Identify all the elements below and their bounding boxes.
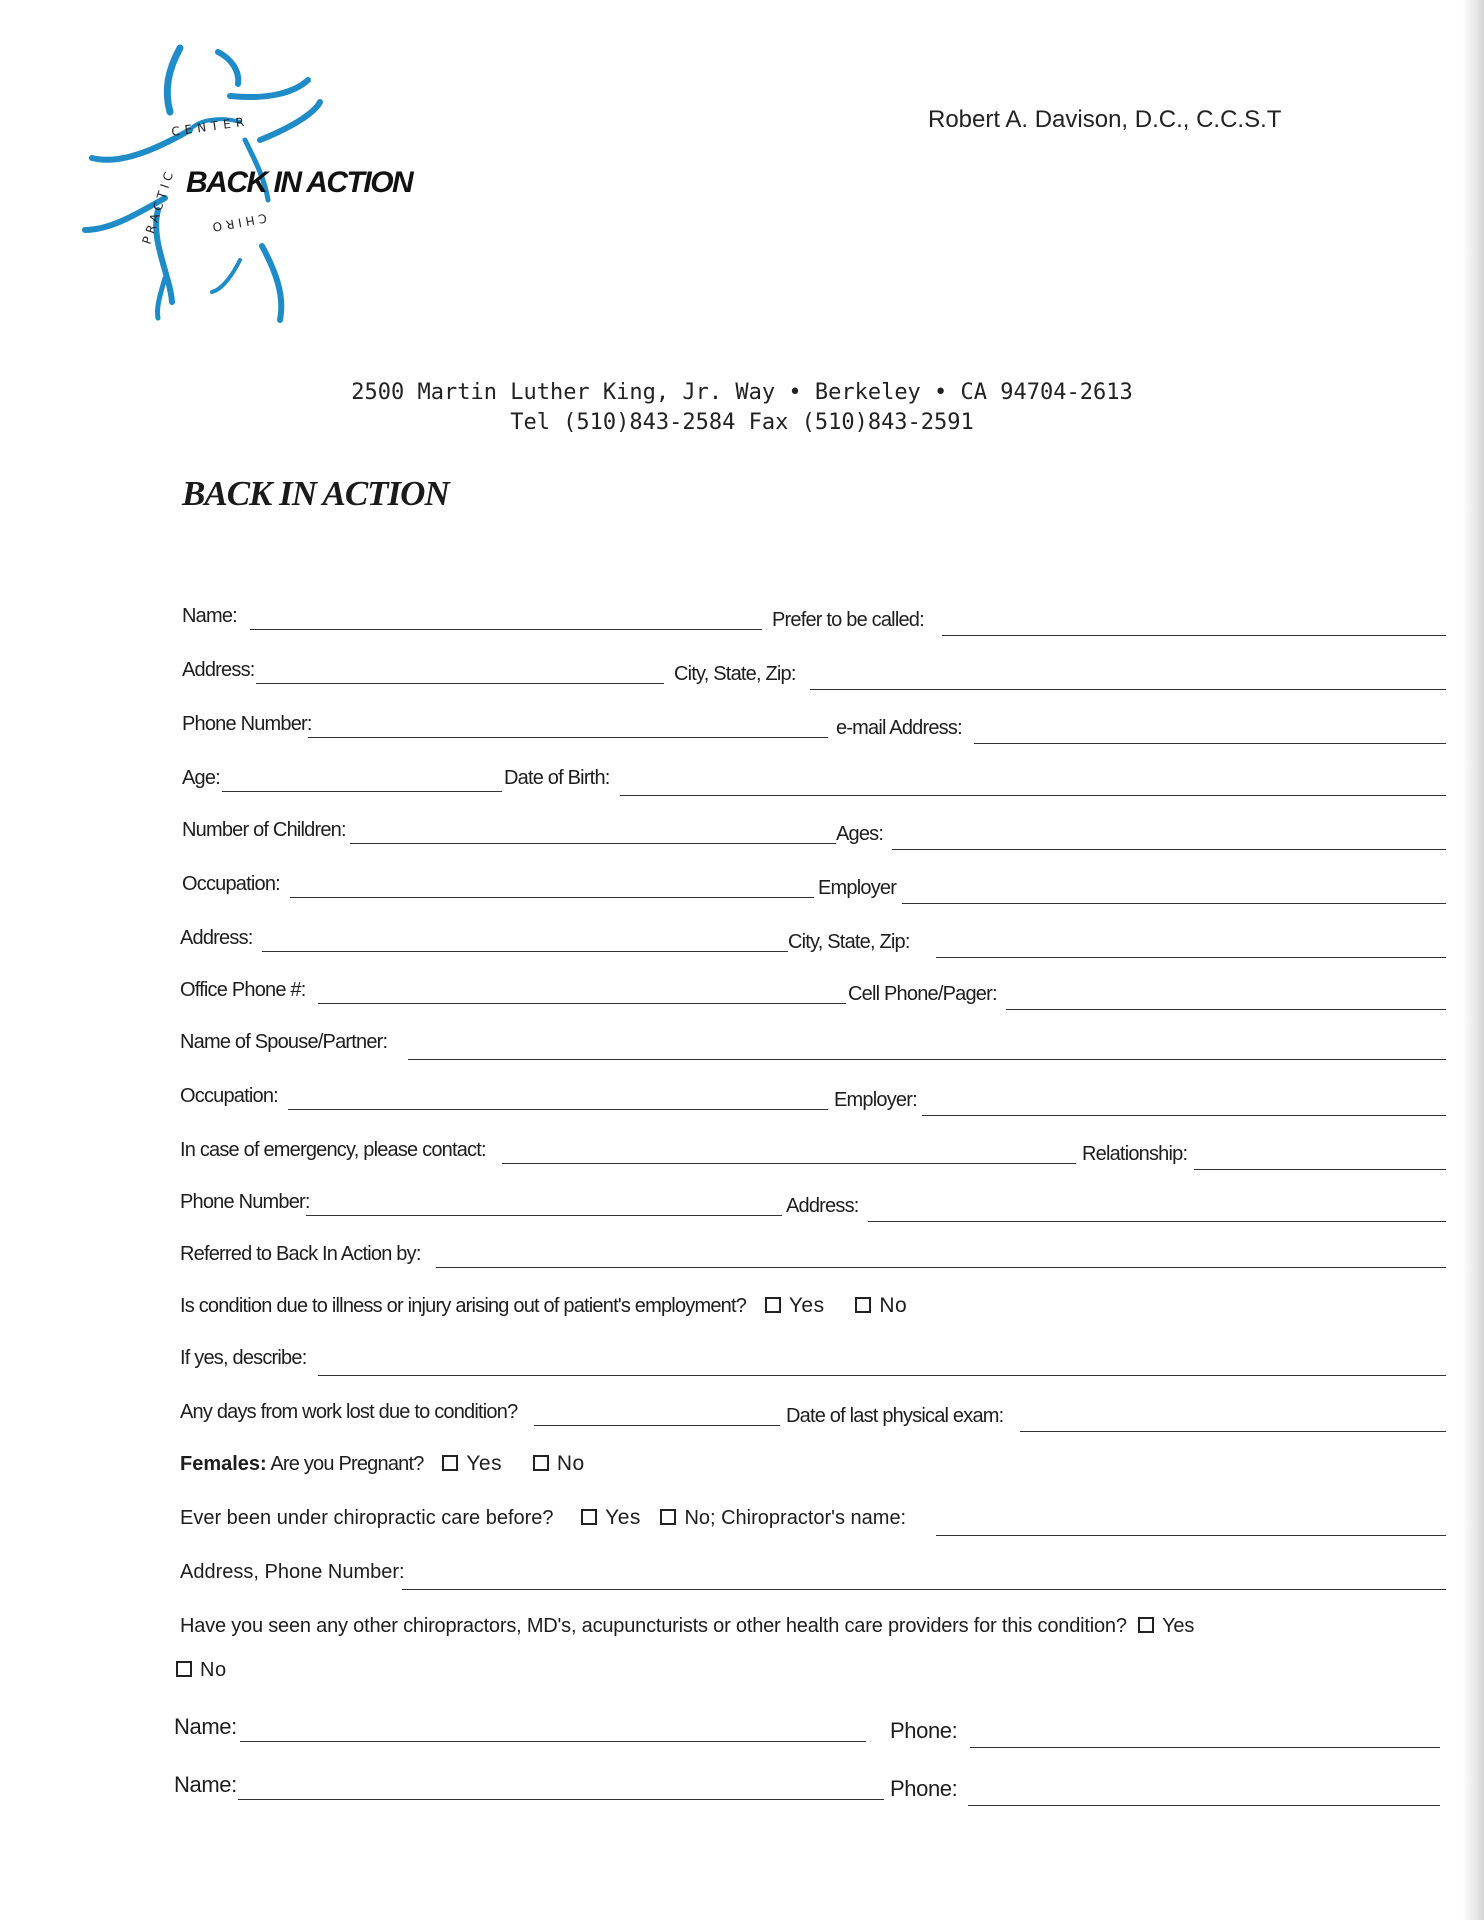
address-phone-field[interactable] — [402, 1589, 1446, 1590]
employment-no-checkbox[interactable] — [855, 1297, 871, 1313]
referred-by-field[interactable] — [436, 1267, 1446, 1268]
chiropractor-name-field[interactable] — [936, 1535, 1446, 1536]
num-children-label: Number of Children: — [182, 819, 346, 841]
pregnant-no-label: No — [556, 1452, 585, 1475]
referred-by-label: Referred to Back In Action by: — [180, 1243, 421, 1265]
provider-2-phone-field[interactable] — [968, 1805, 1440, 1806]
ages-field[interactable] — [892, 849, 1446, 850]
city-state-zip-label: City, State, Zip: — [674, 663, 796, 685]
spouse-employer-field[interactable] — [922, 1115, 1446, 1116]
spouse-name-label: Name of Spouse/Partner: — [180, 1031, 388, 1053]
other-providers-no-option — [176, 1659, 227, 1682]
emergency-contact-label: In case of emergency, please contact: — [180, 1139, 486, 1161]
practice-address — [0, 378, 1484, 438]
last-physical-label: Date of last physical exam: — [786, 1405, 1004, 1427]
form-row-employment — [0, 1290, 1484, 1324]
emergency-phone-field[interactable] — [306, 1215, 782, 1216]
employment-yes-checkbox[interactable] — [765, 1297, 781, 1313]
form-row-provider-2 — [0, 1770, 1484, 1804]
city-state-zip-field[interactable] — [810, 689, 1446, 690]
pregnant-no-checkbox[interactable] — [533, 1455, 549, 1471]
employment-question — [180, 1294, 907, 1318]
form-row-spouse-occupation — [0, 1080, 1484, 1114]
office-phone-label: Office Phone #: — [180, 979, 306, 1001]
emergency-phone-label: Phone Number: — [180, 1191, 310, 1213]
chiro-before-question — [180, 1506, 906, 1530]
form-row-office-phone — [0, 974, 1484, 1008]
name-field[interactable] — [250, 629, 762, 630]
form-row-provider-1 — [0, 1712, 1484, 1746]
work-address-label: Address: — [180, 927, 253, 949]
form-row-emergency-phone — [0, 1186, 1484, 1220]
form-row-occupation — [0, 868, 1484, 902]
other-providers-text: Have you seen any other chiropractors, MD's, acupuncturists or other health care providers for this condition? — [180, 1615, 1127, 1637]
email-label: e-mail Address: — [836, 717, 962, 739]
provider-1-phone-label: Phone: — [890, 1718, 958, 1743]
logo-brand-text: BACK IN ACTION — [186, 166, 413, 199]
chiro-yes-label: Yes — [605, 1506, 641, 1529]
provider-1-name-field[interactable] — [240, 1741, 866, 1742]
address-phone-label: Address, Phone Number: — [180, 1561, 405, 1583]
form-row-spouse — [0, 1026, 1484, 1060]
email-field[interactable] — [974, 743, 1446, 744]
work-city-state-zip-field[interactable] — [936, 957, 1446, 958]
age-field[interactable] — [222, 791, 502, 792]
address-field[interactable] — [256, 683, 664, 684]
date-of-birth-field[interactable] — [620, 795, 1446, 796]
other-providers-no-label: No — [200, 1659, 227, 1681]
prefer-called-field[interactable] — [942, 635, 1446, 636]
chiro-before-text: Ever been under chiropractic care before? — [180, 1507, 554, 1529]
phone-number-field[interactable] — [308, 737, 828, 738]
address-label: Address: — [182, 659, 255, 681]
other-providers-question — [180, 1615, 1194, 1638]
form-row-age — [0, 762, 1484, 796]
office-phone-field[interactable] — [318, 1003, 846, 1004]
provider-1-name-label: Name: — [174, 1714, 237, 1739]
cell-phone-label: Cell Phone/Pager: — [848, 983, 997, 1005]
date-of-birth-label: Date of Birth: — [504, 767, 610, 789]
spouse-occupation-field[interactable] — [288, 1109, 828, 1110]
relationship-field[interactable] — [1194, 1169, 1446, 1170]
work-address-field[interactable] — [262, 951, 788, 952]
phone-number-label: Phone Number: — [182, 713, 312, 735]
other-providers-no-checkbox[interactable] — [176, 1661, 192, 1677]
num-children-field[interactable] — [350, 843, 836, 844]
other-providers-yes-checkbox[interactable] — [1138, 1617, 1154, 1633]
relationship-label: Relationship: — [1082, 1143, 1188, 1165]
form-row-referred — [0, 1238, 1484, 1272]
form-row-describe — [0, 1342, 1484, 1376]
logo-ring-side: PRACTIC — [139, 166, 178, 246]
provider-2-name-field[interactable] — [238, 1799, 884, 1800]
cell-phone-field[interactable] — [1006, 1009, 1446, 1010]
logo-ring-bottom: CHIRO — [207, 210, 268, 235]
back-in-action-logo — [80, 40, 460, 330]
form-row-emergency — [0, 1134, 1484, 1168]
provider-2-phone-label: Phone: — [890, 1776, 958, 1801]
emergency-address-label: Address: — [786, 1195, 859, 1217]
ages-label: Ages: — [836, 823, 884, 845]
provider-2-name-label: Name: — [174, 1772, 237, 1797]
chiropractor-figure-icon — [80, 40, 460, 330]
form-heading: BACK IN ACTION — [182, 474, 449, 513]
last-physical-field[interactable] — [1020, 1431, 1446, 1432]
form-row-pregnant — [0, 1448, 1484, 1482]
spouse-occupation-label: Occupation: — [180, 1085, 278, 1107]
emergency-contact-field[interactable] — [502, 1163, 1076, 1164]
other-providers-yes-label: Yes — [1162, 1615, 1195, 1637]
form-row-phone — [0, 708, 1484, 742]
form-row-chiro-before — [0, 1502, 1484, 1536]
form-row-other-providers — [0, 1610, 1484, 1644]
occupation-label: Occupation: — [182, 873, 280, 895]
emergency-address-field[interactable] — [868, 1221, 1446, 1222]
employer-label: Employer — [818, 877, 897, 899]
form-row-days-lost — [0, 1396, 1484, 1430]
form-row-name — [0, 600, 1484, 634]
spouse-employer-label: Employer: — [834, 1089, 917, 1111]
pregnant-question-text: Are you Pregnant? — [270, 1453, 424, 1475]
work-city-state-zip-label: City, State, Zip: — [788, 931, 910, 953]
form-row-chiro-address — [0, 1556, 1484, 1590]
name-label: Name: — [182, 605, 237, 627]
pregnant-yes-label: Yes — [466, 1452, 503, 1475]
chiro-name-label: No; Chiropractor's name: — [684, 1507, 907, 1529]
days-lost-field[interactable] — [534, 1425, 780, 1426]
spouse-name-field[interactable] — [408, 1059, 1446, 1060]
tel-fax: Tel (510)843-2584 Fax (510)843-2591 — [510, 410, 974, 435]
form-row-children — [0, 814, 1484, 848]
females-label: Females: — [180, 1453, 267, 1475]
form-row-address — [0, 654, 1484, 688]
provider-1-phone-field[interactable] — [970, 1747, 1440, 1748]
days-lost-label: Any days from work lost due to condition? — [180, 1401, 518, 1423]
prefer-called-label: Prefer to be called: — [772, 609, 924, 631]
age-label: Age: — [182, 767, 220, 789]
form-row-work-address — [0, 922, 1484, 956]
pregnant-question — [180, 1452, 585, 1476]
chiro-no-checkbox[interactable] — [660, 1509, 676, 1525]
describe-field[interactable] — [318, 1375, 1446, 1376]
employment-yes-label: Yes — [788, 1294, 825, 1317]
chiro-yes-checkbox[interactable] — [581, 1509, 597, 1525]
doctor-name: Robert A. Davison, D.C., C.C.S.T — [928, 106, 1282, 133]
pregnant-yes-checkbox[interactable] — [442, 1455, 458, 1471]
employment-question-text: Is condition due to illness or injury arising out of patient's employment? — [180, 1295, 747, 1317]
occupation-field[interactable] — [290, 897, 814, 898]
logo-ring-top: CENTER — [170, 114, 250, 139]
form-row-other-providers-no — [0, 1654, 1484, 1688]
describe-label: If yes, describe: — [180, 1347, 307, 1369]
employment-no-label: No — [879, 1294, 908, 1317]
employer-field[interactable] — [902, 903, 1446, 904]
street-address: 2500 Martin Luther King, Jr. Way • Berkeley • CA 94704-2613 — [351, 380, 1133, 405]
